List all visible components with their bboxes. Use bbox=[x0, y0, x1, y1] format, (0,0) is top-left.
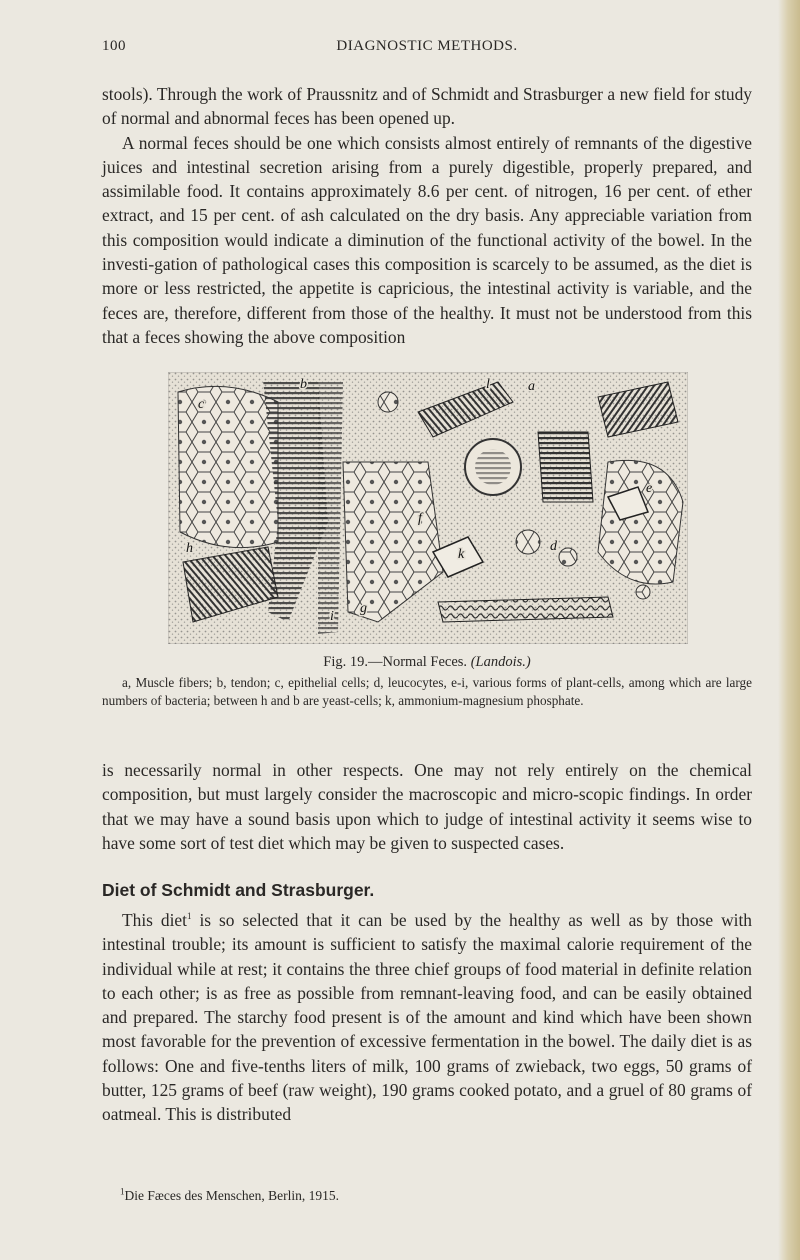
figure-label-k: k bbox=[458, 547, 465, 562]
section-heading: Diet of Schmidt and Strasburger. bbox=[102, 880, 375, 900]
paragraph: A normal feces should be one which consists almost entirely of remnants of the digestive juices and intestinal secretion arising from a purely digestible, properly prepared, and assimilable food. It contains approximately 8.6 per cent. of nitrogen, 16 per cent. of ether extract, and 15 per cent. of ash calculated on the dry basis. Any appreciable variation from this composition would indicate a diminution of the functional activity of the bowel. In the investi-gation of pathological cases this composition is scarcely to be assumed, as the diet is more or less restricted, the appetite is capricious, the intestinal activity is variable, and the feces are, therefore, different from those of the healthy. It must not be understood from this that a feces showing the above composition bbox=[102, 132, 752, 347]
paragraph: stools). Through the work of Praussnitz and of Schmidt and Strasburger a new field for study of normal and abnormal feces has been opened up. bbox=[102, 84, 752, 129]
figure-credit: (Landois.) bbox=[470, 654, 531, 670]
diet-text: is so selected that it can be used by the healthy as well as by those with intestinal trouble; its amount is sufficient to satisfy the maximal calorie requirement of the individual while at rest; it contains the three chief groups of food material in definite relation to each other; is as free as possible from remnant-leaving food, and can be easily obtained and prepared. The starchy food present is of the amount and kind which have been shown most favorable for the prevention of excessive fermentation in the bowel. The daily diet is as follows: One and five-tenths liters of milk, 100 grams of zwieback, two eggs, 50 grams of butter, 125 grams of beef (raw weight), 190 grams cooked potato, and a gruel of 80 grams of oatmeal. This is distributed bbox=[102, 910, 752, 1125]
figure-label-b: b bbox=[300, 377, 307, 392]
text-block-top bbox=[102, 82, 752, 349]
figure-label-i: i bbox=[330, 609, 334, 624]
text-block-middle bbox=[102, 758, 752, 855]
figure-label-a: a bbox=[528, 379, 535, 394]
diet-lead: This diet bbox=[122, 910, 187, 930]
footnote bbox=[120, 1188, 760, 1204]
figure-label-h: h bbox=[186, 541, 193, 556]
figure-title bbox=[102, 654, 752, 671]
footnote-text: Die Fæces des Menschen, Berlin, 1915. bbox=[124, 1188, 339, 1203]
figure-caption bbox=[102, 674, 752, 710]
figure-label-l: l bbox=[486, 377, 490, 392]
paragraph: is necessarily normal in other respects. One may not rely entirely on the chemical composition, but must largely consider the macroscopic and micro-scopic findings. In order that we may have a sound basis upon which to judge of intestinal activity it seems wise to have some sort of test diet which may be given to suspected cases. bbox=[102, 760, 752, 853]
normal-feces-engraving bbox=[168, 372, 688, 644]
figure-label-g: g bbox=[360, 601, 367, 616]
figure-label-e: e bbox=[646, 481, 653, 496]
figure-label-c: c bbox=[198, 397, 205, 412]
paragraph bbox=[102, 908, 752, 1127]
figure-label-f: f bbox=[418, 511, 422, 526]
figure-caption-text: a, Muscle fibers; b, tendon; c, epithelial cells; d, leucocytes, e-i, various forms of plant-cells, among which are large numbers of bacteria; between h and b are yeast-cells; k, ammonium-magnesium phosphate. bbox=[102, 675, 752, 708]
running-title: DIAGNOSTIC METHODS. bbox=[336, 38, 518, 54]
text-block-diet bbox=[102, 908, 752, 1127]
figure-title-text: Fig. 19.—Normal Feces. bbox=[323, 654, 468, 670]
footnote-reference: 1 bbox=[186, 911, 192, 922]
footnote-marker: 1 bbox=[120, 1186, 125, 1197]
figure-label-d: d bbox=[550, 539, 557, 554]
running-header bbox=[102, 38, 752, 62]
page-number: 100 bbox=[102, 38, 126, 54]
page-edge-shading bbox=[778, 0, 800, 1260]
figure-illustration bbox=[168, 372, 688, 644]
